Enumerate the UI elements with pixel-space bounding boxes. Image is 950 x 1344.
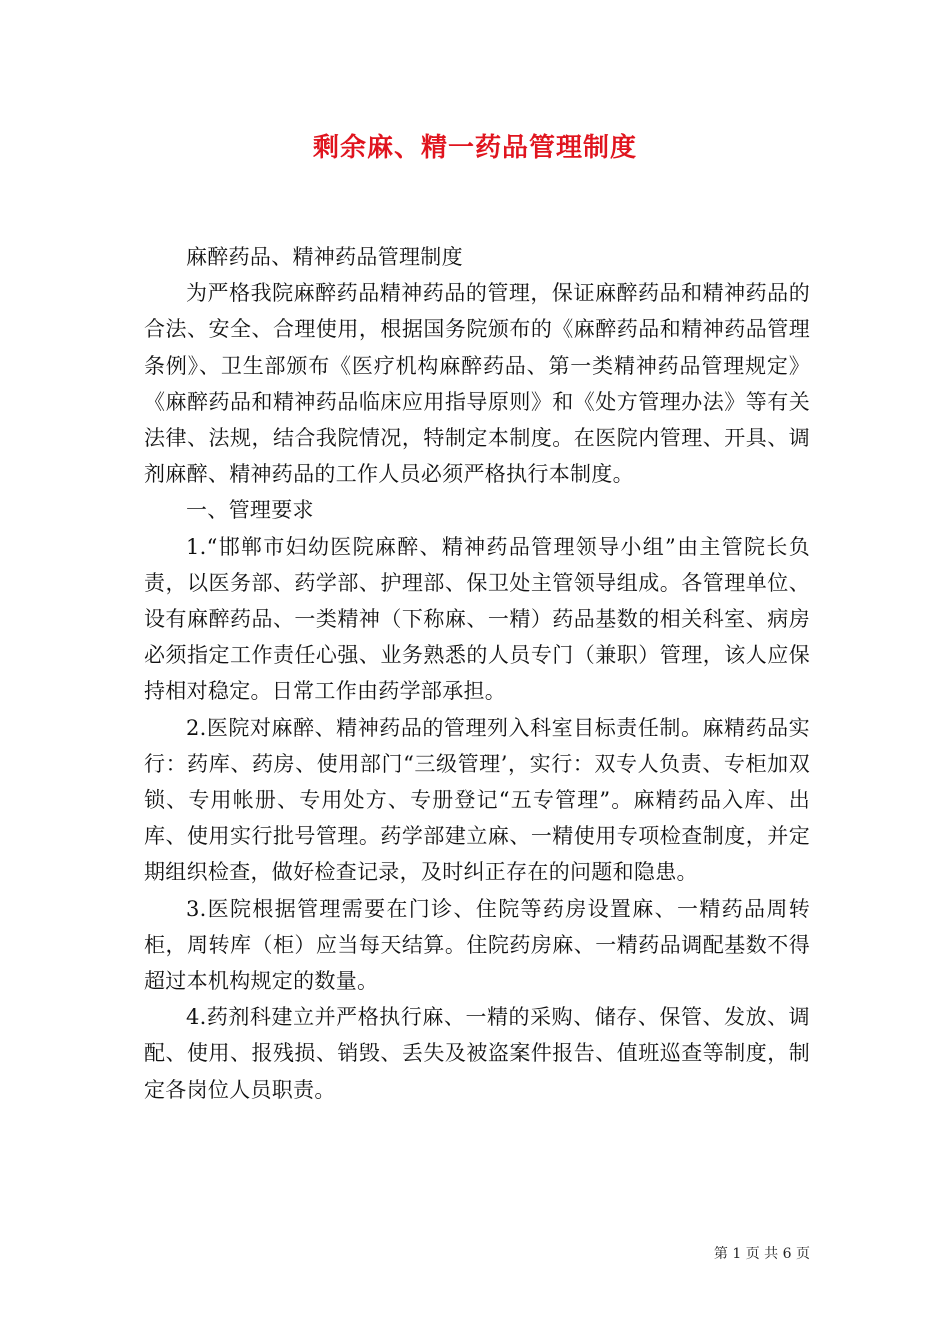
list-item: 4.药剂科建立并严格执行麻、一精的采购、储存、保管、发放、调配、使用、报残损、销毁、丢失及被盗案件报告、值班巡查等制度，制定各岗位人员职责。 [144,1005,810,1102]
intro-paragraph: 为严格我院麻醉药品精神药品的管理，保证麻醉药品和精神药品的合法、安全、合理使用，根据国务院颁布的《麻醉药品和精神药品管理条例》、卫生部颁布《医疗机构麻醉药品、第一类精神药品管理规定》《麻醉药品和精神药品临床应用指导原则》和《处方管理办法》等有关法律、法规，结合我院情况，特制定本制度。在医院内管理、开具、调剂麻醉、精神药品的工作人员必须严格执行本制度。 [144,281,810,487]
list-item: 2.医院对麻醉、精神药品的管理列入科室目标责任制。麻精药品实行：药库、药房、使用部门“三级管理’，实行：双专人负责、专柜加双锁、专用帐册、专用处方、专册登记“五专管理”。麻精药品入库、出库、使用实行批号管理。药学部建立麻、一精使用专项检查制度，并定期组织检查，做好检查记录，及时纠正存在的问题和隐患。 [144,715,810,885]
document-title: 剩余麻、精一药品管理制度 [312,133,637,163]
document-subtitle: 麻醉药品、精神药品管理制度 [186,245,463,269]
page-number: 第 1 页 共 6 页 [713,1246,810,1262]
section-heading: 一、管理要求 [186,498,314,523]
document-body [144,239,810,1108]
list-item: 3.医院根据管理需要在门诊、住院等药房设置麻、一精药品周转柜，周转库（柜）应当每天结算。住院药房麻、一精药品调配基数不得超过本机构规定的数量。 [144,896,810,994]
list-item: 1.“邯郸市妇幼医院麻醉、精神药品管理领导小组”由主管院长负责，以医务部、药学部、护理部、保卫处主管领导组成。各管理单位、设有麻醉药品、一类精神（下称麻、一精）药品基数的相关科室、病房必须指定工作责任心强、业务熟悉的人员专门（兼职）管理，该人应保持相对稳定。日常工作由药学部承担。 [144,534,810,704]
